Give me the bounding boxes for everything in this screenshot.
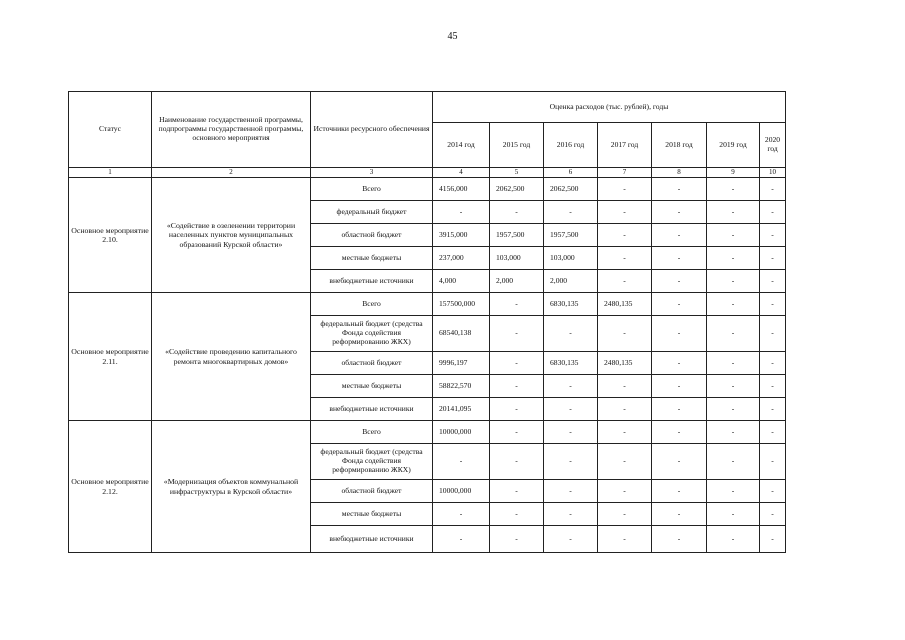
value-cell: - xyxy=(707,224,760,247)
value-cell: - xyxy=(490,480,544,503)
value-cell: - xyxy=(652,480,707,503)
header-year: 2014 год xyxy=(433,123,490,168)
value-cell: - xyxy=(707,293,760,316)
value-cell: - xyxy=(598,224,652,247)
value-cell: - xyxy=(760,201,786,224)
source-cell: областной бюджет xyxy=(311,480,433,503)
value-cell: - xyxy=(652,201,707,224)
value-cell: - xyxy=(598,270,652,293)
value-cell: - xyxy=(544,526,598,553)
value-cell: - xyxy=(760,293,786,316)
value-cell: - xyxy=(760,398,786,421)
column-number: 7 xyxy=(598,168,652,178)
header-estimate: Оценка расходов (тыс. рублей), годы xyxy=(433,92,786,123)
value-cell: - xyxy=(544,398,598,421)
source-cell: внебюджетные источники xyxy=(311,526,433,553)
value-cell: 1957,500 xyxy=(490,224,544,247)
value-cell: - xyxy=(598,503,652,526)
value-cell: 58822,570 xyxy=(433,375,490,398)
column-number: 10 xyxy=(760,168,786,178)
value-cell: - xyxy=(707,178,760,201)
value-cell: - xyxy=(760,444,786,480)
value-cell: - xyxy=(707,526,760,553)
source-cell: областной бюджет xyxy=(311,224,433,247)
column-number: 6 xyxy=(544,168,598,178)
status-cell: Основное мероприятие 2.11. xyxy=(69,293,152,421)
value-cell: - xyxy=(544,444,598,480)
value-cell: - xyxy=(433,201,490,224)
value-cell: 3915,000 xyxy=(433,224,490,247)
value-cell: - xyxy=(544,421,598,444)
value-cell: - xyxy=(652,224,707,247)
value-cell: - xyxy=(760,503,786,526)
header-year: 2019 год xyxy=(707,123,760,168)
value-cell: 9996,197 xyxy=(433,352,490,375)
status-cell: Основное мероприятие 2.10. xyxy=(69,178,152,293)
source-cell: Всего xyxy=(311,293,433,316)
value-cell: - xyxy=(598,316,652,352)
value-cell: - xyxy=(652,247,707,270)
value-cell: - xyxy=(433,503,490,526)
value-cell: - xyxy=(760,316,786,352)
value-cell: 10000,000 xyxy=(433,421,490,444)
header-year: 2017 год xyxy=(598,123,652,168)
value-cell: - xyxy=(707,421,760,444)
value-cell: - xyxy=(544,480,598,503)
source-cell: Всего xyxy=(311,421,433,444)
value-cell: - xyxy=(707,201,760,224)
value-cell: 1957,500 xyxy=(544,224,598,247)
value-cell: - xyxy=(760,224,786,247)
value-cell: - xyxy=(652,503,707,526)
value-cell: - xyxy=(490,201,544,224)
value-cell: - xyxy=(490,503,544,526)
value-cell: - xyxy=(490,293,544,316)
value-cell: - xyxy=(490,375,544,398)
header-year: 2015 год xyxy=(490,123,544,168)
value-cell: - xyxy=(598,247,652,270)
source-cell: внебюджетные источники xyxy=(311,270,433,293)
value-cell: - xyxy=(707,503,760,526)
source-cell: местные бюджеты xyxy=(311,247,433,270)
value-cell: 68540,138 xyxy=(433,316,490,352)
value-cell: - xyxy=(433,444,490,480)
value-cell: - xyxy=(707,480,760,503)
value-cell: - xyxy=(652,398,707,421)
value-cell: 2480,135 xyxy=(598,352,652,375)
value-cell: - xyxy=(707,270,760,293)
value-cell: 2062,500 xyxy=(544,178,598,201)
value-cell: - xyxy=(490,526,544,553)
value-cell: 4,000 xyxy=(433,270,490,293)
value-cell: 103,000 xyxy=(490,247,544,270)
table-row xyxy=(69,178,786,201)
table-row xyxy=(69,421,786,444)
source-cell: федеральный бюджет (средства Фонда содействия реформированию ЖКХ) xyxy=(311,444,433,480)
table-row xyxy=(69,293,786,316)
source-cell: федеральный бюджет xyxy=(311,201,433,224)
value-cell: - xyxy=(707,247,760,270)
value-cell: - xyxy=(598,178,652,201)
program-name-cell: «Содействие в озеленении территории населенных пунктов муниципальных образований Курской области» xyxy=(152,178,311,293)
source-cell: Всего xyxy=(311,178,433,201)
header-name: Наименование государственной программы, подпрограммы государственной программы, основного мероприятия xyxy=(152,92,311,168)
value-cell: - xyxy=(490,352,544,375)
column-number: 9 xyxy=(707,168,760,178)
value-cell: - xyxy=(760,270,786,293)
budget-table xyxy=(68,91,786,553)
value-cell: - xyxy=(598,375,652,398)
source-cell: местные бюджеты xyxy=(311,503,433,526)
value-cell: 4156,000 xyxy=(433,178,490,201)
header-status: Статус xyxy=(69,92,152,168)
value-cell: 237,000 xyxy=(433,247,490,270)
value-cell: - xyxy=(598,480,652,503)
column-number: 2 xyxy=(152,168,311,178)
value-cell: - xyxy=(544,503,598,526)
value-cell: - xyxy=(598,526,652,553)
source-cell: областной бюджет xyxy=(311,352,433,375)
column-number: 5 xyxy=(490,168,544,178)
header-year: 2018 год xyxy=(652,123,707,168)
value-cell: - xyxy=(598,201,652,224)
value-cell: - xyxy=(760,178,786,201)
value-cell: - xyxy=(652,316,707,352)
value-cell: - xyxy=(544,375,598,398)
source-cell: федеральный бюджет (средства Фонда содействия реформированию ЖКХ) xyxy=(311,316,433,352)
value-cell: 2,000 xyxy=(490,270,544,293)
value-cell: - xyxy=(760,526,786,553)
value-cell: - xyxy=(707,352,760,375)
value-cell: - xyxy=(598,398,652,421)
value-cell: - xyxy=(544,316,598,352)
program-name-cell: «Модернизация объектов коммунальной инфраструктуры в Курской области» xyxy=(152,421,311,553)
value-cell: 10000,000 xyxy=(433,480,490,503)
source-cell: внебюджетные источники xyxy=(311,398,433,421)
value-cell: 2,000 xyxy=(544,270,598,293)
value-cell: - xyxy=(490,444,544,480)
value-cell: - xyxy=(760,375,786,398)
page-number: 45 xyxy=(447,31,458,42)
value-cell: - xyxy=(707,316,760,352)
value-cell: - xyxy=(652,375,707,398)
header-year: 2020 год xyxy=(760,123,786,168)
value-cell: 6830,135 xyxy=(544,293,598,316)
value-cell: - xyxy=(652,178,707,201)
value-cell: - xyxy=(490,398,544,421)
program-name-cell: «Содействие проведению капитального ремонта многоквартирных домов» xyxy=(152,293,311,421)
value-cell: - xyxy=(652,352,707,375)
value-cell: 157500,000 xyxy=(433,293,490,316)
value-cell: - xyxy=(598,421,652,444)
value-cell: - xyxy=(598,444,652,480)
value-cell: - xyxy=(707,444,760,480)
status-cell: Основное мероприятие 2.12. xyxy=(69,421,152,553)
value-cell: - xyxy=(652,444,707,480)
value-cell: - xyxy=(760,480,786,503)
value-cell: - xyxy=(544,201,598,224)
value-cell: - xyxy=(490,316,544,352)
value-cell: 6830,135 xyxy=(544,352,598,375)
value-cell: - xyxy=(707,398,760,421)
column-number: 1 xyxy=(69,168,152,178)
column-number: 3 xyxy=(311,168,433,178)
value-cell: 2062,500 xyxy=(490,178,544,201)
value-cell: 103,000 xyxy=(544,247,598,270)
value-cell: - xyxy=(760,421,786,444)
value-cell: 2480,135 xyxy=(598,293,652,316)
source-cell: местные бюджеты xyxy=(311,375,433,398)
table-body xyxy=(69,178,786,553)
value-cell: - xyxy=(652,526,707,553)
column-number: 4 xyxy=(433,168,490,178)
value-cell: - xyxy=(760,247,786,270)
value-cell: - xyxy=(433,526,490,553)
header-sources: Источники ресурсного обеспечения xyxy=(311,92,433,168)
value-cell: - xyxy=(760,352,786,375)
column-number: 8 xyxy=(652,168,707,178)
value-cell: - xyxy=(490,421,544,444)
value-cell: - xyxy=(707,375,760,398)
value-cell: - xyxy=(652,421,707,444)
value-cell: - xyxy=(652,293,707,316)
value-cell: - xyxy=(652,270,707,293)
header-year: 2016 год xyxy=(544,123,598,168)
value-cell: 20141,095 xyxy=(433,398,490,421)
